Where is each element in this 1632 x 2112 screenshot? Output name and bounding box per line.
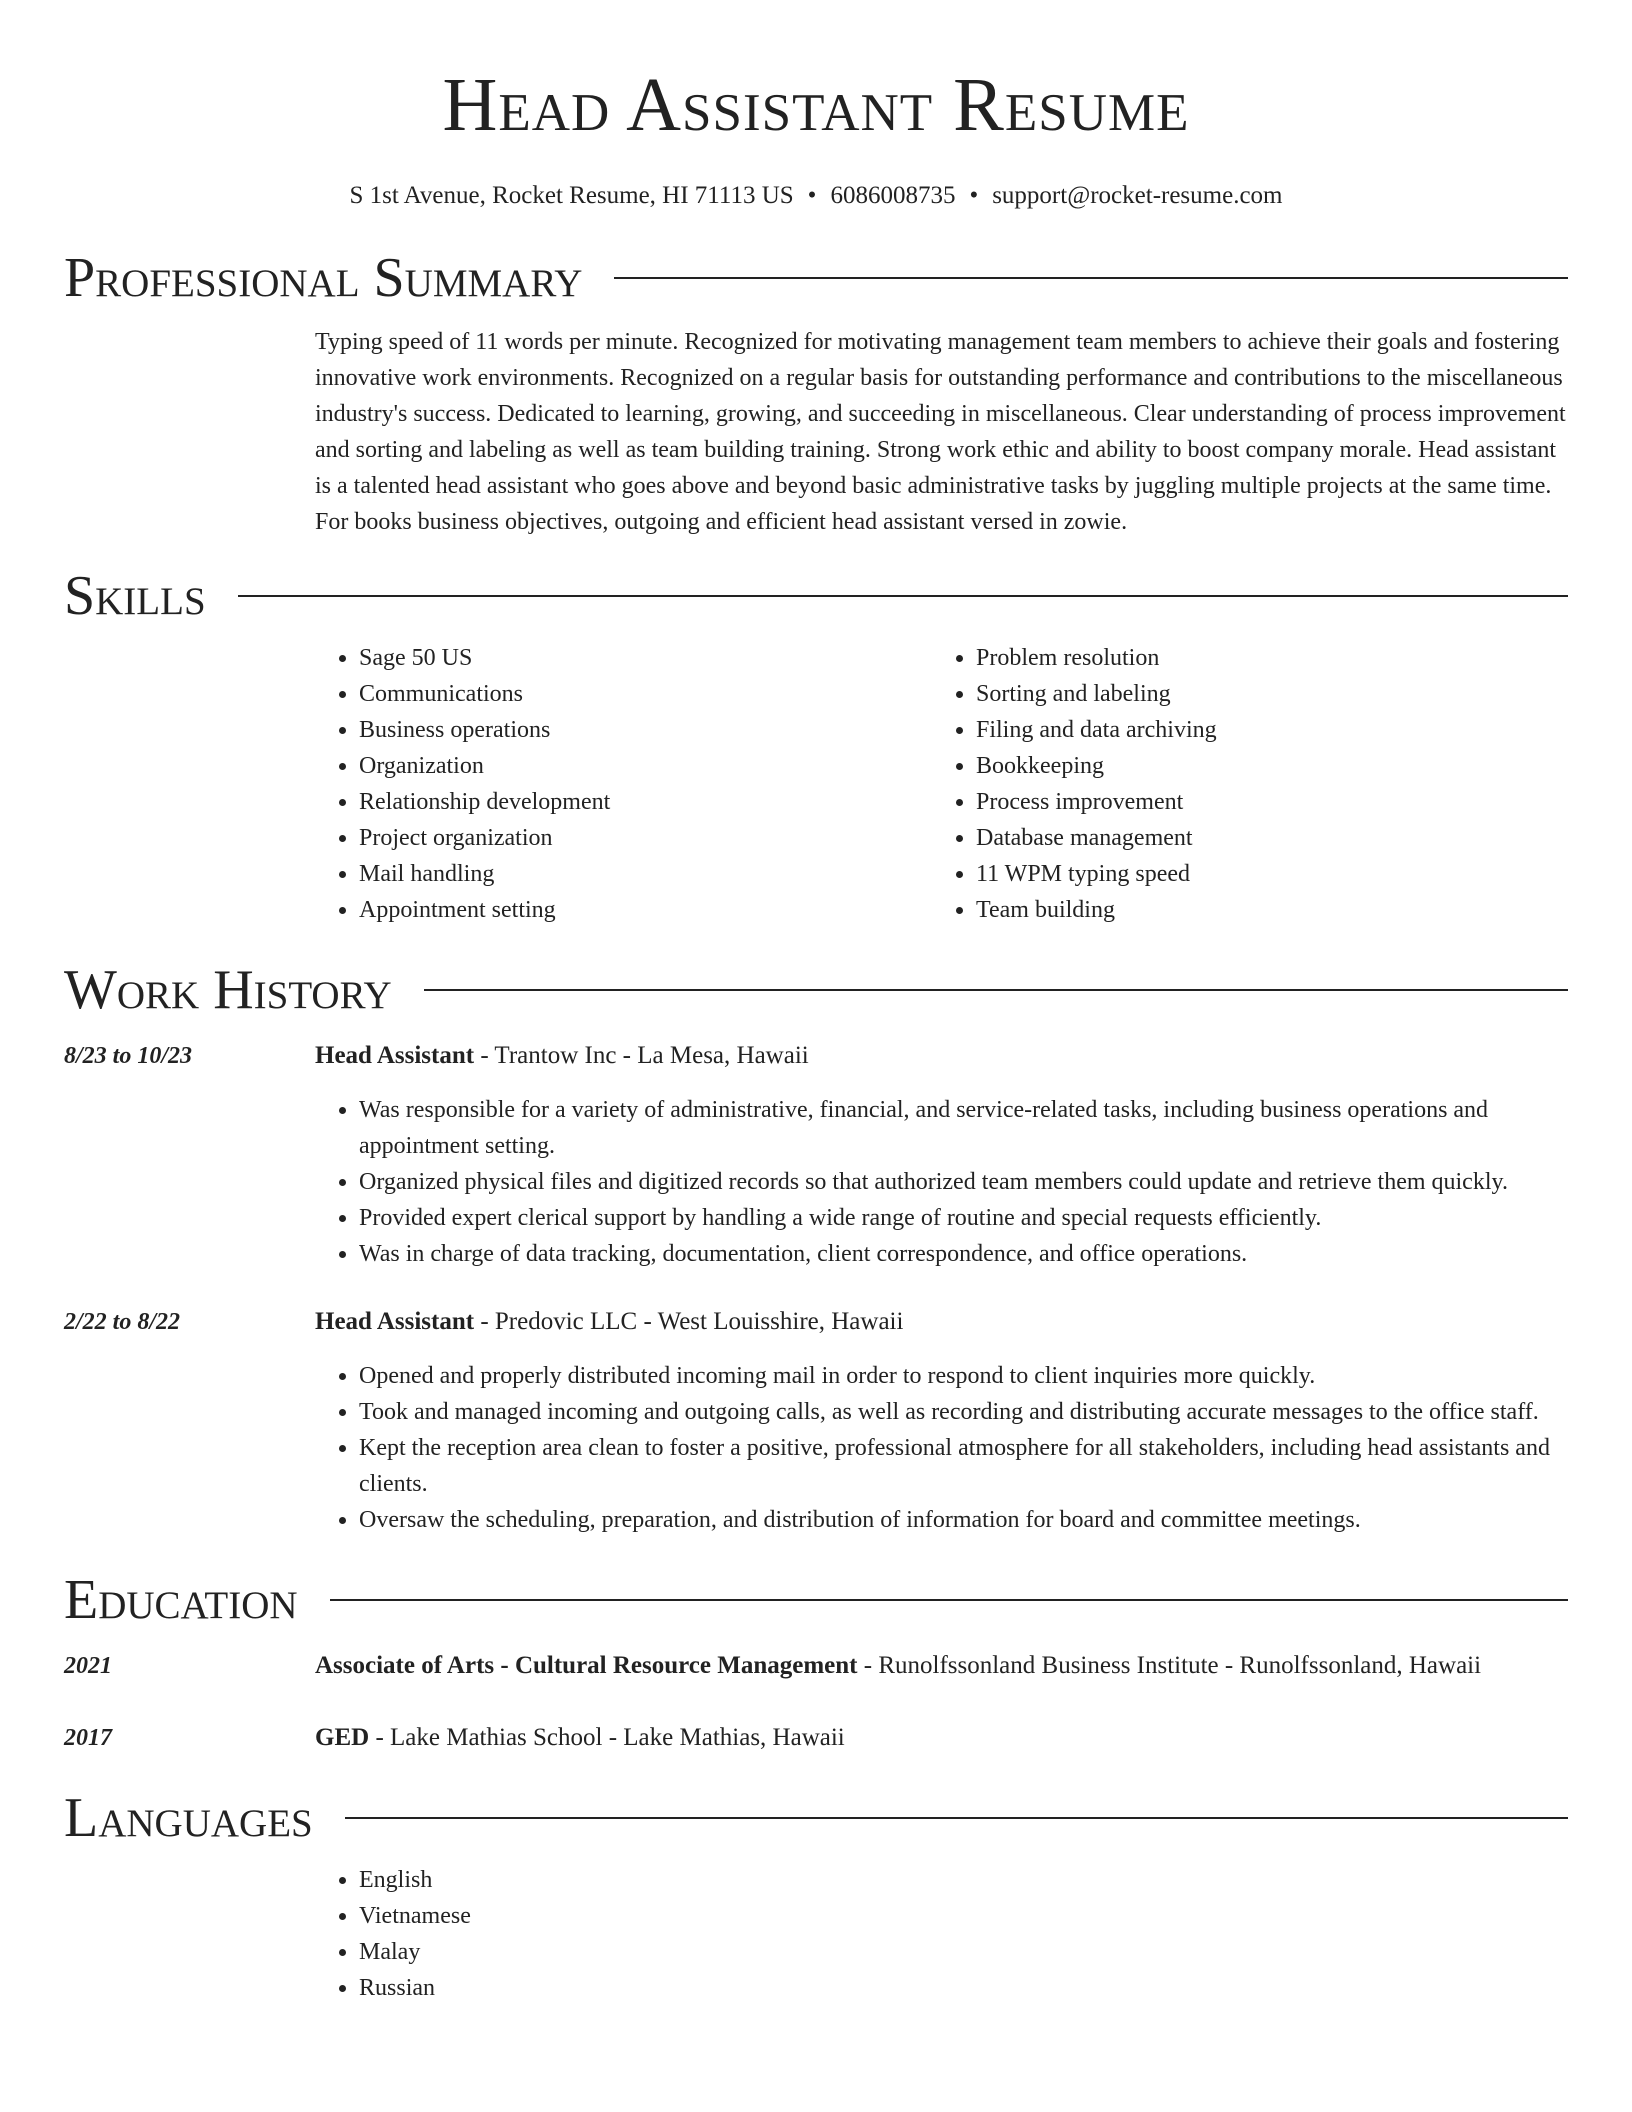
summary-text: Typing speed of 11 words per minute. Recognized for motivating management team members to achieve their goals and fostering innovative work environments. Recognized on a regular basis for outstanding performance and contributions to the miscellaneous industry's success. Dedicated to learning, growing, and succeeding in miscellaneous. Clear understanding of process improvement and sorting and labeling as well as team building training. Strong work ethic and ability to boost company morale. Head assistant is a talented head assistant who goes above and beyond basic administrative tasks by juggling multiple projects at the same time. For books business objectives, outgoing and efficient head assistant versed in zowie. <box>315 329 1566 535</box>
languages-heading <box>64 1786 1568 1850</box>
skill-item: • Project organization <box>359 820 932 856</box>
skills-title: Skills <box>64 565 206 627</box>
job-duties <box>315 1092 1568 1272</box>
skill-item: • Filing and data archiving <box>976 712 1549 748</box>
job-heading <box>315 1038 1568 1074</box>
skills-heading <box>64 564 1568 628</box>
work-history-title: Work History <box>64 959 392 1021</box>
contact-email: support@rocket-resume.com <box>992 182 1283 209</box>
summary-section <box>64 246 1568 540</box>
resume-title: Head Assistant Resume <box>442 63 1190 147</box>
language-item: • English <box>359 1862 1568 1898</box>
job-employer: - Trantow Inc - La Mesa, Hawaii <box>474 1042 809 1069</box>
job-duty: • Kept the reception area clean to foster a positive, professional atmosphere for all stakeholders, including head assistants and clients. <box>359 1430 1568 1502</box>
skill-item: • Process improvement <box>976 784 1549 820</box>
job-duty: • Oversaw the scheduling, preparation, and distribution of information for board and committee meetings. <box>359 1502 1568 1538</box>
skills-grid <box>315 640 1568 928</box>
skills-column-right <box>932 640 1549 928</box>
skill-item: • Relationship development <box>359 784 932 820</box>
education-details <box>315 1648 1568 1684</box>
job-role: Head Assistant <box>315 1308 475 1335</box>
education-degree: GED <box>315 1724 370 1751</box>
skill-item: • Sage 50 US <box>359 640 932 676</box>
skill-item: • Database management <box>976 820 1549 856</box>
education-school: - Lake Mathias School - Lake Mathias, Hawaii <box>369 1724 845 1751</box>
skill-item: • Sorting and labeling <box>976 676 1549 712</box>
education-details <box>315 1720 1568 1756</box>
skill-item: • Appointment setting <box>359 892 932 928</box>
job-duty: • Was in charge of data tracking, documentation, client correspondence, and office operations. <box>359 1236 1568 1272</box>
skill-item: • Bookkeeping <box>976 748 1549 784</box>
language-item: • Malay <box>359 1934 1568 1970</box>
education-year: 2017 <box>64 1725 112 1751</box>
skills-list-left <box>315 640 932 928</box>
section-divider <box>345 1817 1568 1819</box>
languages-section <box>64 1786 1568 2006</box>
language-item: • Russian <box>359 1970 1568 2006</box>
skill-item: • Mail handling <box>359 856 932 892</box>
education-year: 2021 <box>64 1653 112 1679</box>
work-history-section <box>64 958 1568 1538</box>
education-entry <box>64 1720 1568 1756</box>
skill-item: • 11 WPM typing speed <box>976 856 1549 892</box>
languages-list <box>315 1862 1568 2006</box>
skill-item: • Organization <box>359 748 932 784</box>
contact-separator: • <box>807 182 817 209</box>
education-school: - Runolfssonland Business Institute - Runolfssonland, Hawaii <box>857 1652 1482 1679</box>
section-divider <box>238 595 1568 597</box>
skill-item: • Communications <box>359 676 932 712</box>
job-dates: 2/22 to 8/22 <box>64 1309 181 1335</box>
job-details <box>315 1304 1568 1538</box>
job-duty: • Took and managed incoming and outgoing calls, as well as recording and distributing accurate messages to the office staff. <box>359 1394 1568 1430</box>
skills-column-left <box>315 640 932 928</box>
language-item: • Vietnamese <box>359 1898 1568 1934</box>
job-duties <box>315 1358 1568 1538</box>
job-dates: 8/23 to 10/23 <box>64 1043 193 1069</box>
contact-address: S 1st Avenue, Rocket Resume, HI 71113 US <box>349 182 794 209</box>
skill-item: • Team building <box>976 892 1549 928</box>
summary-heading <box>64 246 1568 310</box>
job-role: Head Assistant <box>315 1042 475 1069</box>
job-employer: - Predovic LLC - West Louisshire, Hawaii <box>474 1308 904 1335</box>
section-divider <box>330 1599 1568 1601</box>
resume-header <box>64 60 1568 212</box>
work-history-heading <box>64 958 1568 1022</box>
skills-content <box>315 640 1568 928</box>
job-entry <box>64 1304 1568 1538</box>
job-entry <box>64 1038 1568 1272</box>
languages-title: Languages <box>64 1787 313 1849</box>
skill-item: • Problem resolution <box>976 640 1549 676</box>
skill-item: • Business operations <box>359 712 932 748</box>
languages-content <box>315 1862 1568 2006</box>
job-duty: • Opened and properly distributed incoming mail in order to respond to client inquiries more quickly. <box>359 1358 1568 1394</box>
section-divider <box>614 277 1568 279</box>
education-heading <box>64 1568 1568 1632</box>
job-heading <box>315 1304 1568 1340</box>
skills-list-right <box>932 640 1549 928</box>
contact-separator: • <box>969 182 979 209</box>
education-section <box>64 1568 1568 1756</box>
summary-title: Professional Summary <box>64 247 583 309</box>
contact-phone: 6086008735 <box>830 182 956 209</box>
education-title: Education <box>64 1569 298 1631</box>
job-duty: • Was responsible for a variety of administrative, financial, and service-related tasks, including business operations and appointment setting. <box>359 1092 1568 1164</box>
job-duty: • Provided expert clerical support by handling a wide range of routine and special requests efficiently. <box>359 1200 1568 1236</box>
summary-content <box>315 324 1568 540</box>
education-entry <box>64 1648 1568 1684</box>
job-details <box>315 1038 1568 1272</box>
education-degree: Associate of Arts - Cultural Resource Management <box>315 1652 858 1679</box>
section-divider <box>424 989 1568 991</box>
contact-line <box>64 180 1568 212</box>
job-duty: • Organized physical files and digitized records so that authorized team members could update and retrieve them quickly. <box>359 1164 1568 1200</box>
skills-section <box>64 564 1568 928</box>
